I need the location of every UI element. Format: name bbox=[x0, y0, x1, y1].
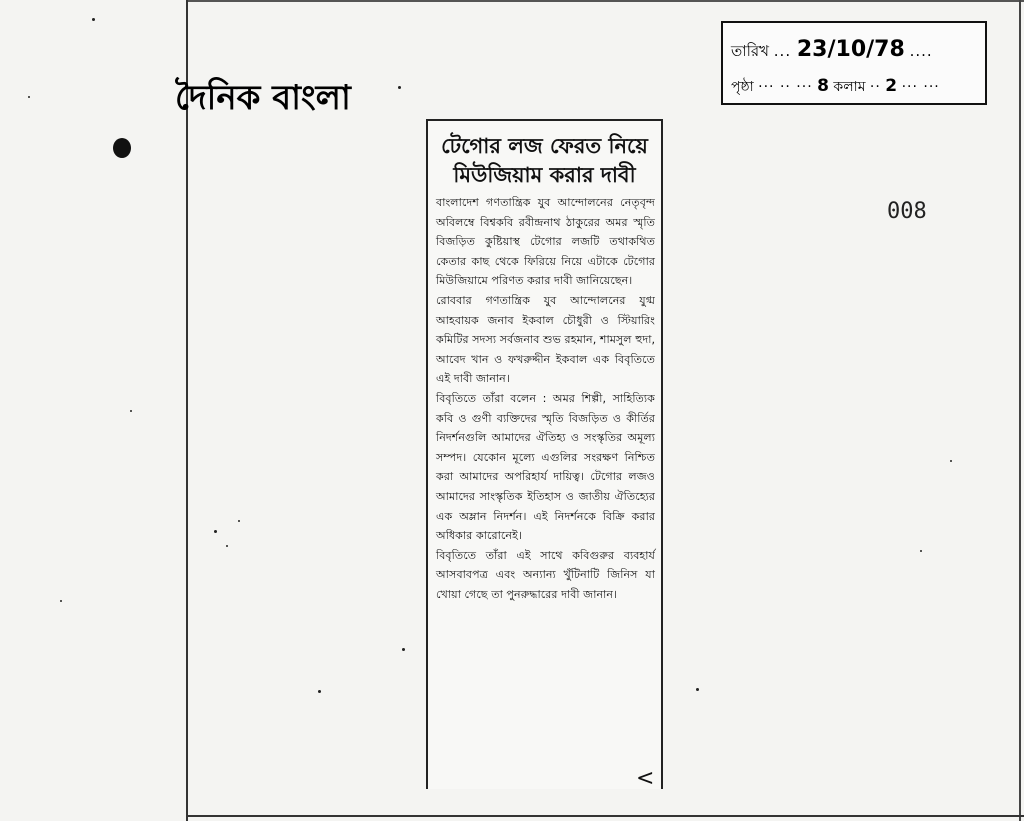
scan-speck bbox=[92, 18, 95, 21]
stamp-column-value: 2 bbox=[885, 76, 898, 96]
scan-speck bbox=[238, 520, 240, 522]
margin-page-number: 008 bbox=[887, 199, 927, 224]
newspaper-clipping bbox=[426, 119, 663, 789]
stamp-date-row: তারিখ ... 23/10/78 .... bbox=[731, 37, 933, 62]
clipping-corner-mark: < bbox=[636, 766, 655, 791]
stamp-date-label: তারিখ bbox=[731, 42, 769, 60]
scan-speck bbox=[214, 530, 217, 533]
binder-hole-mark bbox=[113, 138, 131, 158]
scan-speck bbox=[920, 550, 922, 552]
stamp-page-row: পৃষ্ঠা ··· ·· ··· 8 কলাম ·· 2 ··· ··· bbox=[731, 76, 940, 96]
article-paragraph: রোববার গণতান্ত্রিক যুব আন্দোলনের যুগ্ম আহবায়ক জনাব ইকবাল চৌধুরী ও স্টিয়ারিং কমিটির সদস্য সর্বজনাব শুভ রহমান, শামসুল হুদা, আবেদ খান ও ফখরুদ্দীন ইকবাল এক বিবৃতিতে এই দাবী জানান। bbox=[436, 293, 656, 386]
newspaper-masthead: দৈনিক বাংলা bbox=[175, 78, 351, 118]
page-top-edge bbox=[186, 0, 1024, 2]
scan-speck bbox=[130, 410, 132, 412]
scan-speck bbox=[60, 600, 62, 602]
scan-speck bbox=[402, 648, 405, 651]
stamp-column-label: কলাম bbox=[833, 79, 866, 95]
page-right-edge bbox=[1019, 0, 1021, 821]
article-paragraph: বিবৃতিতে তাঁরা বলেন : অমর শিল্পী, সাহিত্যিক কবি ও গুণী ব্যক্তিদের স্মৃতি বিজড়িত ও কীর্তির নিদর্শনগুলি আমাদের ঐতিহ্য ও সংস্কৃতির অমূল্য সম্পদ। যেকোন মূল্যে এগুলির সংরক্ষণ নিশ্চিত করা আমাদের অপরিহার্য দায়িত্ব। টেগোর লজও আমাদের সাংস্কৃতিক ইতিহাস ও জাতীয় ঐতিহ্যের এক অম্লান নিদর্শন। এই নিদর্শনকে বিক্রি করার অধিকার কারোনেই। bbox=[436, 391, 655, 543]
scan-speck bbox=[398, 86, 401, 89]
scan-speck bbox=[28, 96, 30, 98]
article-paragraph: বাংলাদেশ গণতান্ত্রিক যুব আন্দোলনের নেতৃবৃন্দ অবিলম্বে বিশ্বকবি রবীন্দ্রনাথ ঠাকুরের অমর স্মৃতি বিজড়িত কুষ্টিয়াস্থ টেগোর লজটি তথাকথিত কেতার কাছ থেকে ফিরিয়ে নিয়ে এটাকে টেগোর মিউজিয়ামে পরিণত করার দাবী জানিয়েছেন। bbox=[436, 196, 655, 288]
stamp-date-value: 23/10/78 bbox=[796, 37, 905, 62]
scan-speck bbox=[696, 688, 699, 691]
scan-speck bbox=[318, 690, 321, 693]
scan-speck bbox=[950, 460, 952, 462]
article-body bbox=[436, 193, 655, 604]
archive-date-stamp bbox=[721, 21, 987, 105]
stamp-page-label: পৃষ্ঠা bbox=[731, 79, 754, 95]
scan-speck bbox=[226, 545, 228, 547]
stamp-page-value: 8 bbox=[817, 76, 829, 96]
article-paragraph: বিবৃতিতে তাঁরা এই সাথে কবিগুরুর ব্যবহার্য আসবাবপত্র এবং অন্যান্য খুঁটিনাটি জিনিস যা খোয়া গেছে তা পুনরুদ্ধারের দাবী জানান। bbox=[436, 548, 655, 601]
article-headline: টেগোর লজ ফেরত নিয়ে মিউজিয়াম করার দাবী bbox=[441, 133, 648, 187]
page-bottom-edge bbox=[186, 815, 1024, 817]
